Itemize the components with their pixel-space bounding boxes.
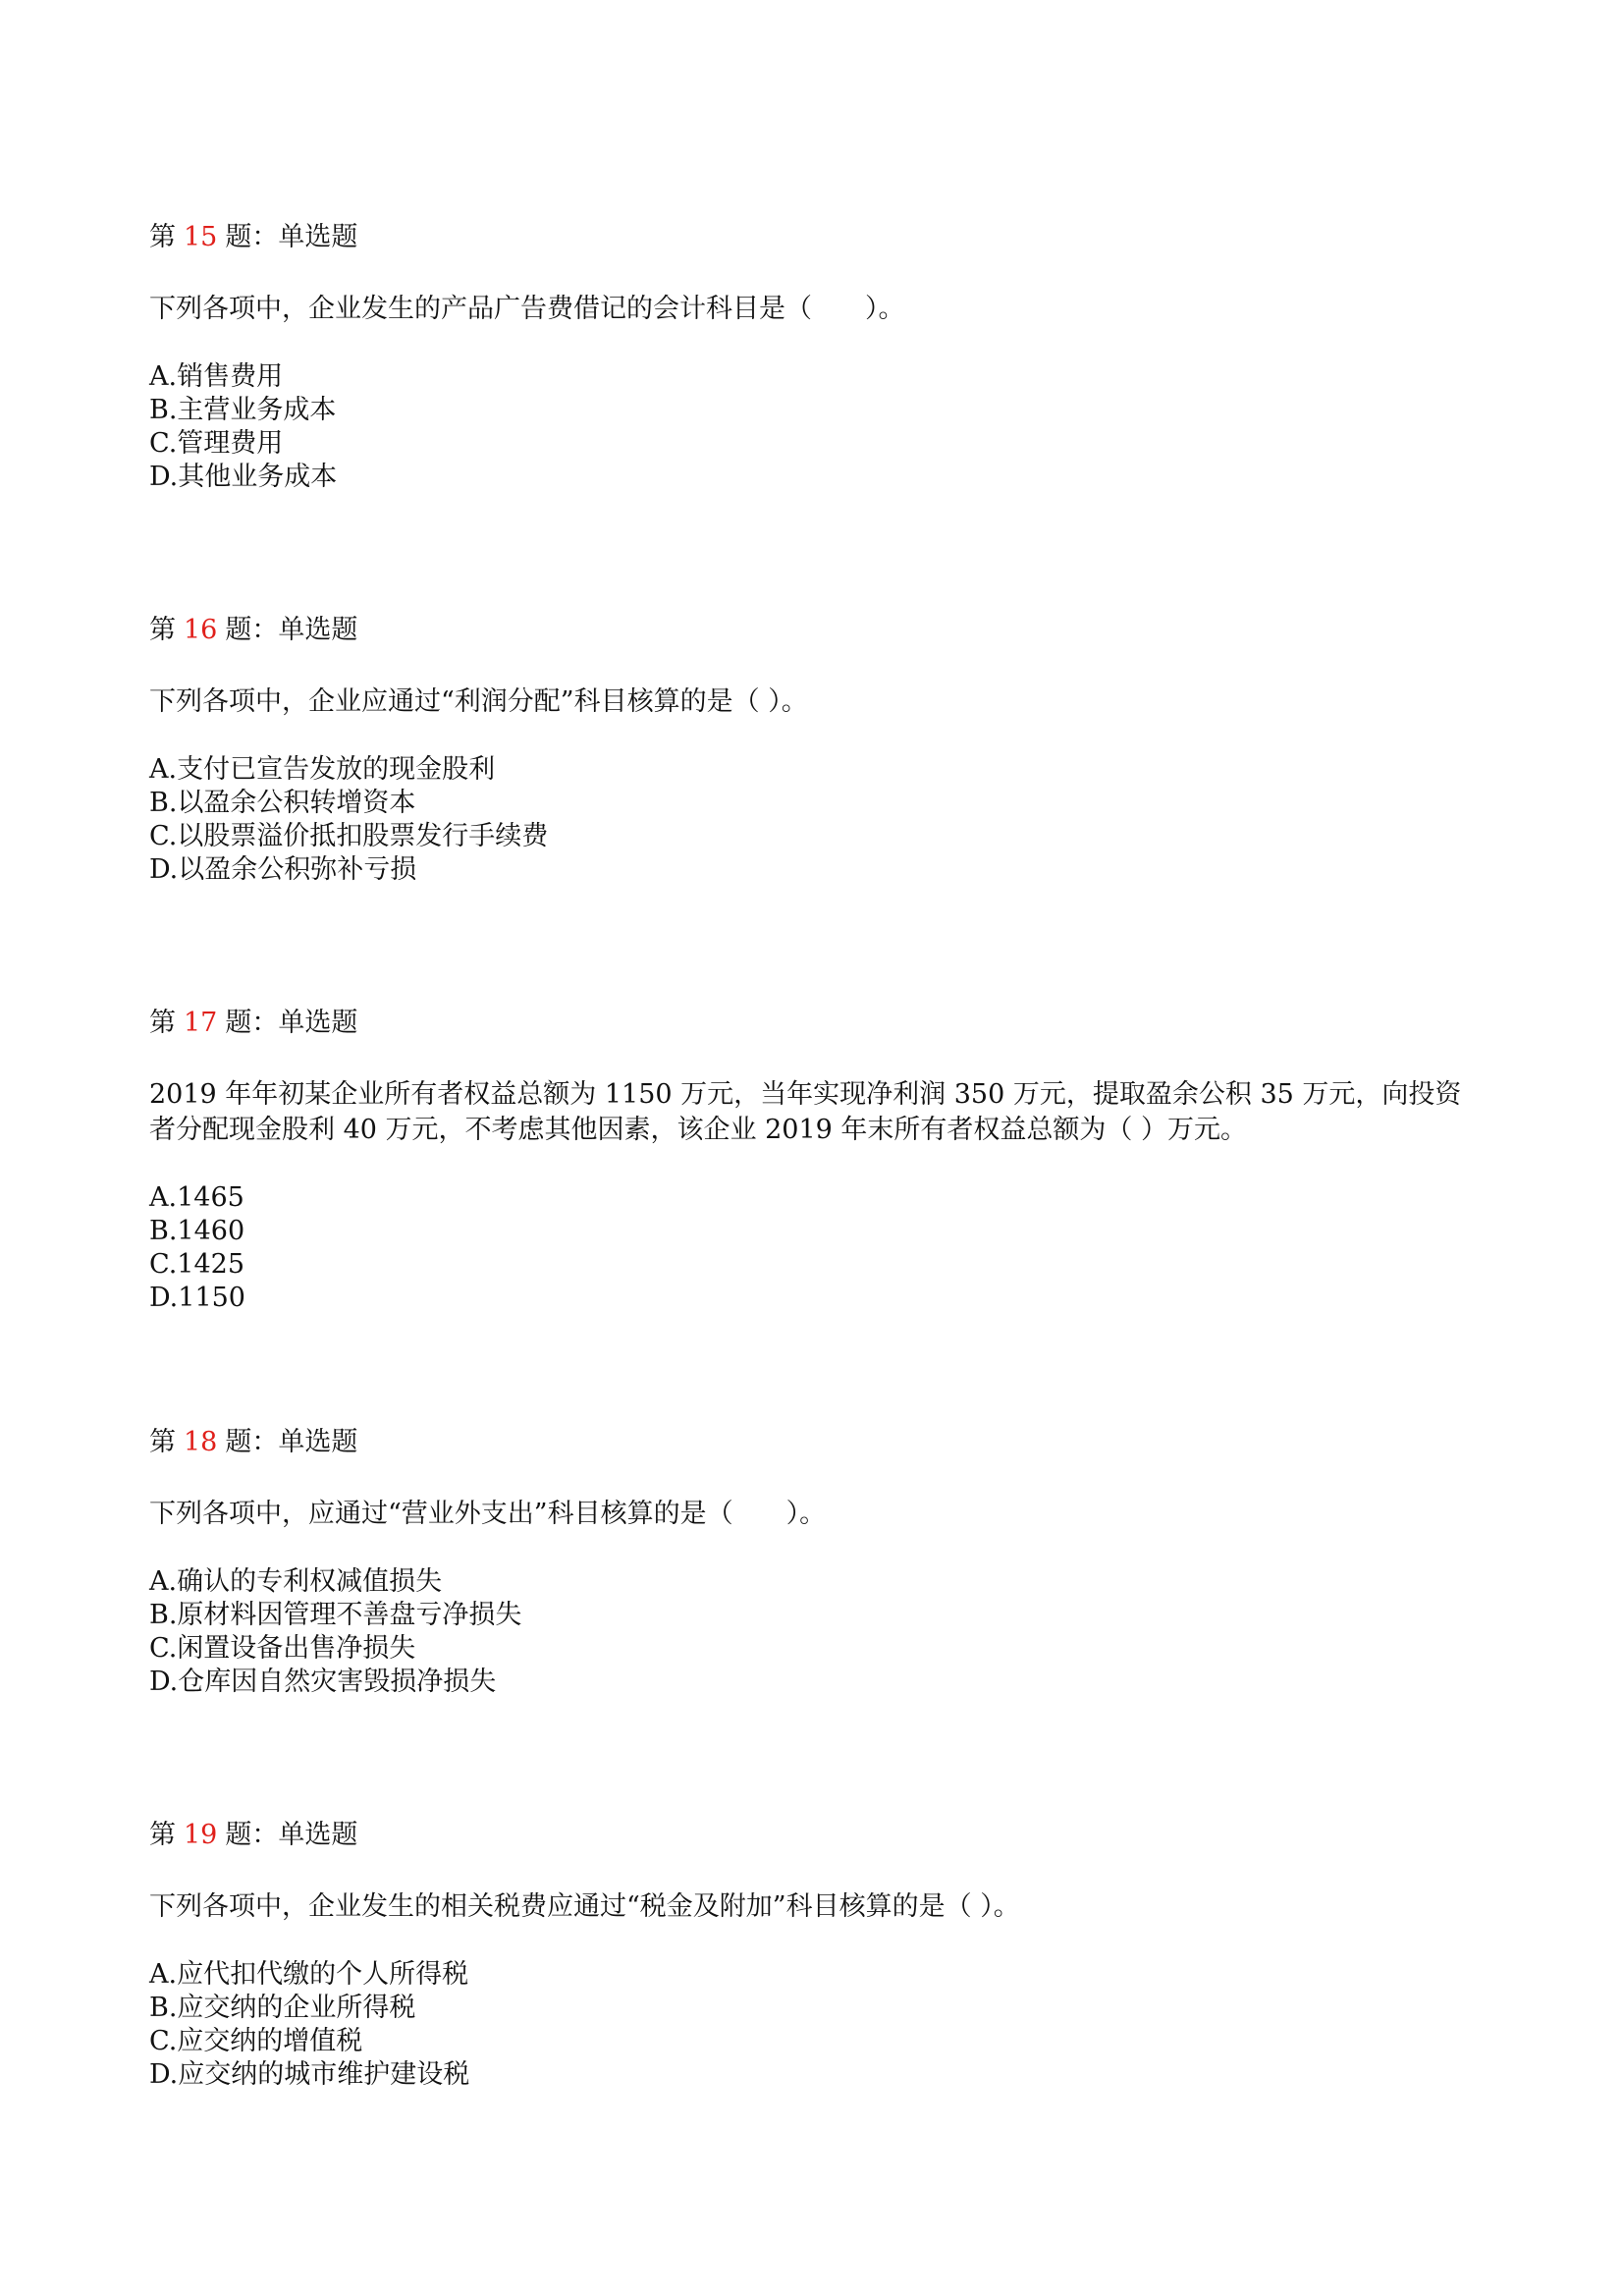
- option-a: A.支付已宣告发放的现金股利: [149, 754, 496, 785]
- question-header: [149, 614, 1485, 647]
- option-a: A.确认的专利权减值损失: [149, 1566, 443, 1597]
- option-a: A.销售费用: [149, 361, 284, 392]
- question-prefix: 第: [149, 222, 176, 252]
- question-prefix: 第: [149, 1427, 176, 1457]
- question-number: 19: [184, 1820, 218, 1850]
- option-d: D.以盈余公积弥补亏损: [149, 854, 417, 885]
- question-number: 15: [184, 222, 218, 252]
- option-d: D.仓库因自然灾害毁损净损失: [149, 1667, 497, 1697]
- option-b: B.原材料因管理不善盘亏净损失: [149, 1600, 522, 1630]
- question-type: 题：单选题: [225, 1427, 358, 1457]
- option-a: A.1465: [149, 1182, 244, 1213]
- question-number: 18: [184, 1427, 218, 1457]
- option-list: [149, 753, 1485, 887]
- question-type: 题：单选题: [225, 1008, 358, 1038]
- question-stem: 下列各项中，应通过“营业外支出”科目核算的是（ ）。: [149, 1499, 827, 1529]
- question-type: 题：单选题: [225, 615, 358, 645]
- question-number: 17: [184, 1008, 218, 1038]
- question-15: [149, 221, 1485, 494]
- option-d: D.其他业务成本: [149, 462, 338, 492]
- question-stem: 下列各项中，企业发生的相关税费应通过“税金及附加”科目核算的是（ ）。: [149, 1891, 1020, 1922]
- option-d: D.1150: [149, 1283, 245, 1313]
- question-header: [149, 1007, 1485, 1040]
- question-stem: 下列各项中，企业发生的产品广告费借记的会计科目是（ ）。: [149, 294, 905, 324]
- option-b: B.应交纳的企业所得税: [149, 1993, 416, 2023]
- option-b: B.主营业务成本: [149, 395, 337, 425]
- question-type: 题：单选题: [225, 222, 358, 252]
- question-header: [149, 1819, 1485, 1852]
- question-19: [149, 1819, 1485, 2092]
- question-prefix: 第: [149, 1008, 176, 1038]
- option-d: D.应交纳的城市维护建设税: [149, 2059, 470, 2090]
- option-c: C.1425: [149, 1249, 244, 1280]
- question-header: [149, 221, 1485, 254]
- question-header: [149, 1426, 1485, 1459]
- option-list: [149, 1958, 1485, 2092]
- option-b: B.1460: [149, 1216, 245, 1246]
- option-c: C.闲置设备出售净损失: [149, 1633, 416, 1664]
- question-stem: 下列各项中，企业应通过“利润分配”科目核算的是（ ）。: [149, 686, 808, 717]
- option-list: [149, 360, 1485, 494]
- question-18: [149, 1426, 1485, 1699]
- question-number: 16: [184, 615, 218, 645]
- option-list: [149, 1181, 1485, 1315]
- option-c: C.管理费用: [149, 428, 284, 459]
- question-17: [149, 1007, 1485, 1315]
- question-type: 题：单选题: [225, 1820, 358, 1850]
- option-c: C.应交纳的增值税: [149, 2026, 363, 2056]
- option-b: B.以盈余公积转增资本: [149, 788, 416, 818]
- question-prefix: 第: [149, 615, 176, 645]
- question-16: [149, 614, 1485, 887]
- question-prefix: 第: [149, 1820, 176, 1850]
- option-list: [149, 1565, 1485, 1699]
- option-c: C.以股票溢价抵扣股票发行手续费: [149, 821, 549, 851]
- option-a: A.应代扣代缴的个人所得税: [149, 1959, 469, 1990]
- question-stem: 2019 年年初某企业所有者权益总额为 1150 万元，当年实现净利润 350 万元，提取盈余公积 35 万元，向投资者分配现金股利 40 万元，不考虑其他因素，该企业 2019 年末所有者权益总额为（ ）万元。: [149, 1079, 1462, 1145]
